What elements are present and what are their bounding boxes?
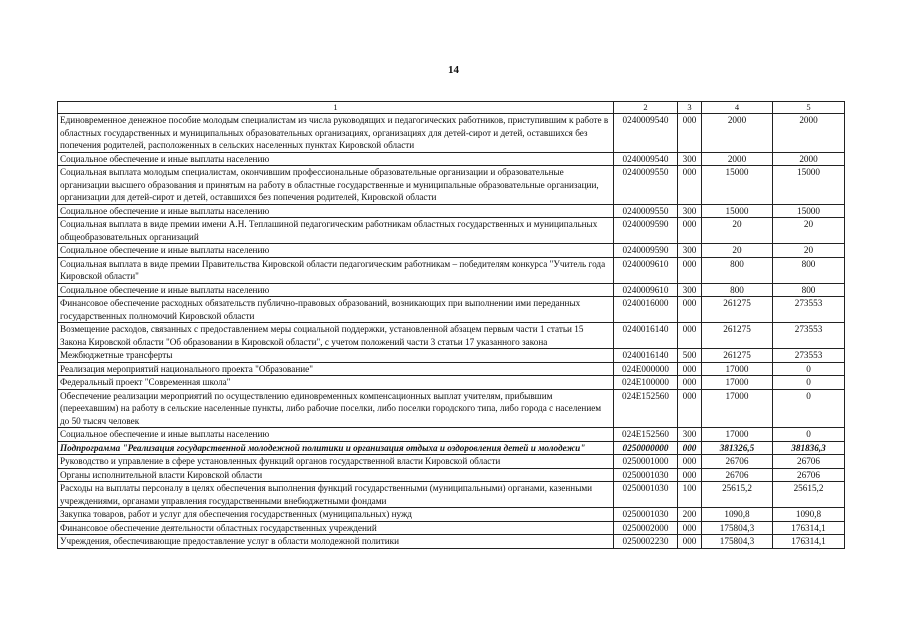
row-code-cell: 0240009550 xyxy=(614,166,678,205)
table-row xyxy=(58,535,845,549)
table-row xyxy=(58,114,845,153)
row-type-cell: 000 xyxy=(678,323,702,349)
table-row xyxy=(58,152,845,166)
row-name-cell: Социальная выплата молодым специалистам, окончившим профессиональные образовательные организации и образовательные организации высшего образования и принятым на работу в областные государственные и муниципальные образовательные организации, организации для детей-сирот и детей, оставшихся без попечения родителей, Кировской области xyxy=(58,166,614,205)
header-cell: 3 xyxy=(678,102,702,114)
header-cell: 5 xyxy=(773,102,845,114)
table-row xyxy=(58,389,845,428)
row-value-2020-cell: 273553 xyxy=(773,349,845,363)
row-type-cell: 000 xyxy=(678,535,702,549)
row-name-cell: Федеральный проект "Современная школа" xyxy=(58,376,614,390)
row-value-2020-cell: 25615,2 xyxy=(773,482,845,508)
header-cell: 2 xyxy=(614,102,678,114)
row-value-2020-cell: 0 xyxy=(773,376,845,390)
row-value-2019-cell: 1090,8 xyxy=(702,508,773,522)
row-value-2019-cell: 261275 xyxy=(702,297,773,323)
table-row xyxy=(58,323,845,349)
table-row xyxy=(58,455,845,469)
row-code-cell: 0240009590 xyxy=(614,244,678,258)
row-code-cell: 024E000000 xyxy=(614,362,678,376)
table-row xyxy=(58,441,845,455)
row-name-cell: Единовременное денежное пособие молодым специалистам из числа руководящих и педагогических работников, приступившим к работе в областных государственных и муниципальных образовательных организациях, организациях для детей-сирот и детей, оставшихся без попечения родителей, расположенных в сельских населенных пунктах Кировской области xyxy=(58,114,614,153)
row-value-2020-cell: 0 xyxy=(773,389,845,428)
row-code-cell: 0250002000 xyxy=(614,521,678,535)
header-cell: 4 xyxy=(702,102,773,114)
row-value-2019-cell: 800 xyxy=(702,257,773,283)
row-name-cell: Социальное обеспечение и иные выплаты населению xyxy=(58,428,614,442)
table-row xyxy=(58,349,845,363)
row-name-cell: Социальное обеспечение и иные выплаты населению xyxy=(58,204,614,218)
row-type-cell: 100 xyxy=(678,482,702,508)
row-value-2019-cell: 2000 xyxy=(702,114,773,153)
row-name-cell: Финансовое обеспечение деятельности областных государственных учреждений xyxy=(58,521,614,535)
row-value-2020-cell: 2000 xyxy=(773,152,845,166)
row-type-cell: 000 xyxy=(678,297,702,323)
row-code-cell: 0240016140 xyxy=(614,349,678,363)
row-code-cell: 0240009610 xyxy=(614,283,678,297)
row-type-cell: 000 xyxy=(678,166,702,205)
row-value-2020-cell: 800 xyxy=(773,283,845,297)
row-value-2020-cell: 273553 xyxy=(773,323,845,349)
table-row xyxy=(58,218,845,244)
table-row xyxy=(58,468,845,482)
row-code-cell: 0250001000 xyxy=(614,455,678,469)
row-value-2019-cell: 261275 xyxy=(702,349,773,363)
row-value-2020-cell: 1090,8 xyxy=(773,508,845,522)
row-value-2020-cell: 26706 xyxy=(773,468,845,482)
table-row xyxy=(58,508,845,522)
row-name-cell: Органы исполнительной власти Кировской области xyxy=(58,468,614,482)
row-value-2019-cell: 20 xyxy=(702,244,773,258)
row-type-cell: 000 xyxy=(678,218,702,244)
row-value-2019-cell: 381326,5 xyxy=(702,441,773,455)
row-value-2020-cell: 176314,1 xyxy=(773,521,845,535)
row-name-cell: Финансовое обеспечение расходных обязательств публично-правовых образований, возникающих при выполнении ими переданных государственных полномочий Кировской области xyxy=(58,297,614,323)
row-value-2020-cell: 273553 xyxy=(773,297,845,323)
row-name-cell: Социальное обеспечение и иные выплаты населению xyxy=(58,244,614,258)
row-type-cell: 300 xyxy=(678,428,702,442)
row-code-cell: 0240016000 xyxy=(614,297,678,323)
row-type-cell: 000 xyxy=(678,521,702,535)
budget-table xyxy=(57,101,845,549)
row-name-cell: Социальное обеспечение и иные выплаты населению xyxy=(58,152,614,166)
row-name-cell: Реализация мероприятий национального проекта "Образование" xyxy=(58,362,614,376)
row-value-2019-cell: 26706 xyxy=(702,455,773,469)
row-name-cell: Обеспечение реализации мероприятий по осуществлению единовременных компенсационных выплат учителям, прибывшим (переехавшим) на работу в сельские населенные пункты, либо рабочие поселки, либо поселки городского типа, либо города с населением до 50 тысяч человек xyxy=(58,389,614,428)
row-type-cell: 000 xyxy=(678,389,702,428)
row-value-2019-cell: 17000 xyxy=(702,376,773,390)
row-type-cell: 000 xyxy=(678,455,702,469)
row-type-cell: 000 xyxy=(678,376,702,390)
row-code-cell: 024E152560 xyxy=(614,428,678,442)
row-code-cell: 0250000000 xyxy=(614,441,678,455)
table-row xyxy=(58,376,845,390)
row-code-cell: 0240009540 xyxy=(614,114,678,153)
page-number: 14 xyxy=(448,64,459,76)
table-row xyxy=(58,482,845,508)
table-row xyxy=(58,257,845,283)
row-name-cell: Возмещение расходов, связанных с предоставлением меры социальной поддержки, установленной абзацем первым части 1 статьи 15 Закона Кировской области "Об образовании в Кировской области", с учетом положений части 3 статьи 17 указанного закона xyxy=(58,323,614,349)
row-type-cell: 300 xyxy=(678,244,702,258)
row-value-2020-cell: 15000 xyxy=(773,204,845,218)
row-value-2020-cell: 26706 xyxy=(773,455,845,469)
row-name-cell: Подпрограмма "Реализация государственной молодежной политики и организация отдыха и оздоровления детей и молодежи" xyxy=(58,441,614,455)
row-code-cell: 024E152560 xyxy=(614,389,678,428)
row-type-cell: 000 xyxy=(678,114,702,153)
row-code-cell: 0250001030 xyxy=(614,508,678,522)
row-name-cell: Межбюджетные трансферты xyxy=(58,349,614,363)
row-type-cell: 000 xyxy=(678,362,702,376)
header-cell: 1 xyxy=(58,102,614,114)
row-value-2019-cell: 15000 xyxy=(702,204,773,218)
row-value-2020-cell: 0 xyxy=(773,428,845,442)
row-type-cell: 500 xyxy=(678,349,702,363)
row-value-2020-cell: 15000 xyxy=(773,166,845,205)
table-row xyxy=(58,362,845,376)
row-type-cell: 200 xyxy=(678,508,702,522)
row-value-2019-cell: 2000 xyxy=(702,152,773,166)
table-row xyxy=(58,166,845,205)
row-code-cell: 0250001030 xyxy=(614,482,678,508)
row-value-2019-cell: 17000 xyxy=(702,428,773,442)
row-value-2020-cell: 0 xyxy=(773,362,845,376)
row-value-2019-cell: 17000 xyxy=(702,389,773,428)
row-code-cell: 0250002230 xyxy=(614,535,678,549)
table-row xyxy=(58,521,845,535)
row-value-2020-cell: 800 xyxy=(773,257,845,283)
row-name-cell: Социальная выплата в виде премии Правительства Кировской области педагогическим работникам – победителям конкурса "Учитель года Кировской области" xyxy=(58,257,614,283)
row-code-cell: 0250001030 xyxy=(614,468,678,482)
row-value-2020-cell: 2000 xyxy=(773,114,845,153)
row-type-cell: 000 xyxy=(678,441,702,455)
row-name-cell: Социальное обеспечение и иные выплаты населению xyxy=(58,283,614,297)
row-name-cell: Расходы на выплаты персоналу в целях обеспечения выполнения функций государственными (муниципальными) органами, казенными учреждениями, органами управления государственными внебюджетными фондами xyxy=(58,482,614,508)
table-row xyxy=(58,283,845,297)
row-type-cell: 300 xyxy=(678,204,702,218)
row-name-cell: Учреждения, обеспечивающие предоставление услуг в области молодежной политики xyxy=(58,535,614,549)
row-code-cell: 0240009540 xyxy=(614,152,678,166)
row-type-cell: 000 xyxy=(678,257,702,283)
row-value-2019-cell: 20 xyxy=(702,218,773,244)
row-code-cell: 0240016140 xyxy=(614,323,678,349)
table-header-row xyxy=(58,102,845,114)
row-name-cell: Социальная выплата в виде премии имени А.Н. Теплашиной педагогическим работникам областных государственных и муниципальных общеобразовательных организаций xyxy=(58,218,614,244)
row-value-2019-cell: 17000 xyxy=(702,362,773,376)
row-code-cell: 024E100000 xyxy=(614,376,678,390)
row-type-cell: 000 xyxy=(678,468,702,482)
row-type-cell: 300 xyxy=(678,152,702,166)
row-value-2019-cell: 175804,3 xyxy=(702,535,773,549)
table-row xyxy=(58,244,845,258)
row-value-2019-cell: 15000 xyxy=(702,166,773,205)
row-value-2020-cell: 20 xyxy=(773,218,845,244)
table-row xyxy=(58,297,845,323)
row-code-cell: 0240009610 xyxy=(614,257,678,283)
row-code-cell: 0240009550 xyxy=(614,204,678,218)
row-type-cell: 300 xyxy=(678,283,702,297)
row-value-2020-cell: 20 xyxy=(773,244,845,258)
row-value-2019-cell: 261275 xyxy=(702,323,773,349)
row-value-2020-cell: 381836,3 xyxy=(773,441,845,455)
table-row xyxy=(58,204,845,218)
row-code-cell: 0240009590 xyxy=(614,218,678,244)
row-value-2019-cell: 800 xyxy=(702,283,773,297)
row-value-2019-cell: 175804,3 xyxy=(702,521,773,535)
row-name-cell: Руководство и управление в сфере установленных функций органов государственной власти Кировской области xyxy=(58,455,614,469)
row-value-2020-cell: 176314,1 xyxy=(773,535,845,549)
row-name-cell: Закупка товаров, работ и услуг для обеспечения государственных (муниципальных) нужд xyxy=(58,508,614,522)
row-value-2019-cell: 25615,2 xyxy=(702,482,773,508)
row-value-2019-cell: 26706 xyxy=(702,468,773,482)
table-row xyxy=(58,428,845,442)
